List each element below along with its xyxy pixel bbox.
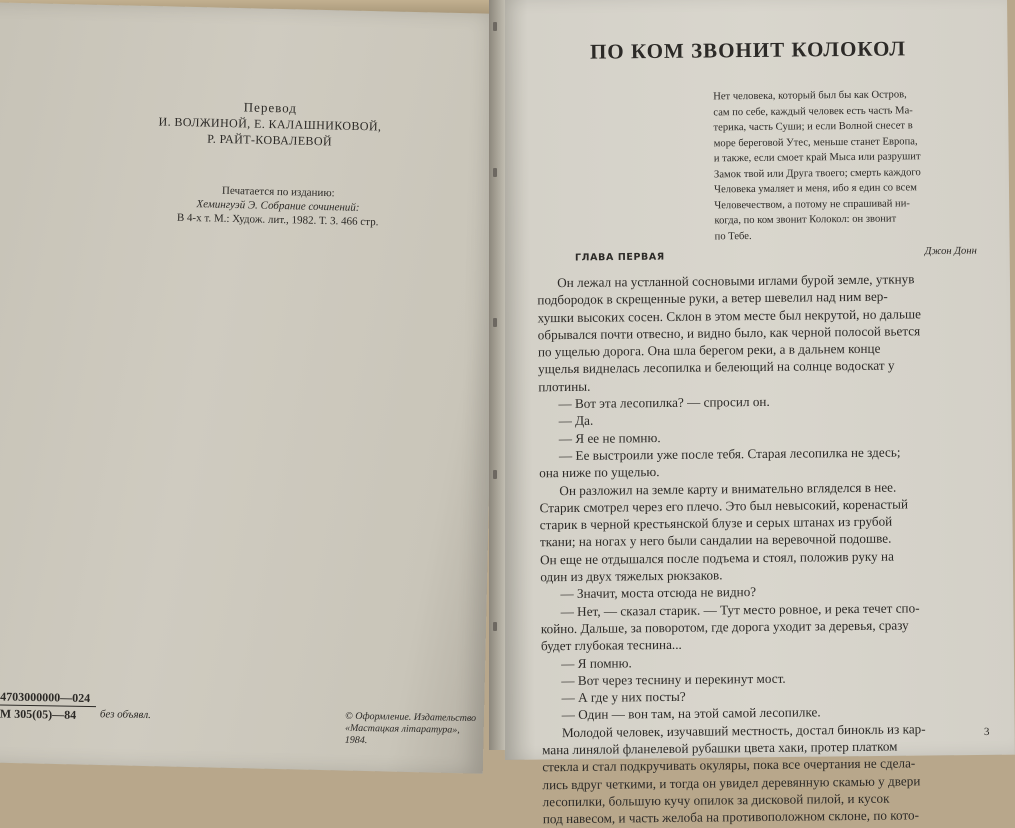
text-line: один из двух тяжелых рюкзаков.: [540, 567, 723, 585]
edition-source: Хемингуэй Э. Собрание сочинений:: [196, 198, 360, 214]
text-line: Он лежал на устланной сосновыми иглами бурой земле, уткнув: [557, 271, 915, 291]
epigraph-author: Джон Донн: [924, 245, 977, 258]
text-line: — Вот через теснину и перекинут мост.: [561, 670, 786, 688]
copyright-line-2: «Мастацкая лiтаратура»,: [344, 722, 460, 736]
text-line: будет глубокая теснина...: [540, 637, 682, 654]
text-line: подбородок в скрещенные руки, а ветер шевелил над ним вер-: [537, 288, 888, 308]
book-title: ПО КОМ ЗВОНИТ КОЛОКОЛ: [589, 36, 907, 64]
epigraph-text: [713, 87, 977, 245]
edition-note: [158, 182, 399, 229]
translator-names-line-1: И. ВОЛЖИНОЙ, Е. КАЛАШНИКОВОЙ,: [158, 114, 382, 134]
text-line: — Я помню.: [561, 654, 632, 671]
text-line: хушки высоких сосен. Склон в этом месте был некрутой, но дальше: [537, 305, 922, 325]
epigraph-line: Замок твой или Друга твоего; смерть каждого: [713, 166, 921, 180]
book-gutter: [489, 0, 505, 750]
text-line: Он еще не отдышался после подъема и стоял, положив руку на: [540, 548, 894, 568]
text-line: — Вот эта лесопилка? — спросил он.: [558, 393, 770, 412]
text-line: — А где у них посты?: [561, 688, 686, 706]
text-line: — Да.: [558, 413, 594, 429]
catalog-code-2: М 305(05)—84: [0, 706, 77, 722]
credits-heading: Перевод: [243, 99, 298, 116]
translation-credits: [134, 97, 405, 151]
text-line: ущелья виднелась лесопилка и белеющий на солнце водоскат у: [538, 358, 895, 377]
text-line: — Нет, — сказал старик. — Тут место ровное, и река течет спо-: [560, 599, 920, 619]
text-line: — Значит, моста отсюда не видно?: [560, 584, 757, 602]
page-number: 3: [983, 725, 990, 739]
copyright-notice: [345, 711, 496, 750]
epigraph-line: по Тебе.: [714, 230, 752, 242]
text-line: по ущелью дорога. Она шла берегом реки, а в дальнем конце: [537, 340, 881, 360]
catalog-notice: без объявл.: [99, 708, 152, 722]
edition-details: В 4-х т. М.: Худож. лит., 1982. Т. 3. 466 стр.: [176, 211, 379, 229]
catalog-codes: [0, 688, 175, 724]
text-line: обрывался почти отвесно, и видно было, как черной полосой вьется: [537, 323, 921, 343]
binding-stitch: [493, 622, 497, 631]
epigraph-line: Человечеством, а потому не спрашивай ни-: [714, 197, 910, 211]
text-line: она ниже по ущелью.: [539, 464, 660, 481]
copyright-line-1: © Оформление. Издательство: [345, 710, 477, 724]
text-line: под навесом, и часть желоба на противоположном склоне, по кото-: [542, 807, 920, 827]
binding-stitch: [493, 318, 497, 327]
catalog-code-1: 4703000000—024: [0, 688, 96, 707]
binding-stitch: [493, 22, 497, 31]
epigraph-line: когда, по ком звонит Колокол: он звонит: [714, 213, 897, 227]
epigraph-line: сам по себе, каждый человек есть часть Ма-: [713, 104, 913, 118]
text-line: мана линялой фланелевой рубашки цвета хаки, протер платком: [542, 738, 898, 758]
binding-stitch: [493, 168, 497, 177]
text-line: — Ее выстроили уже после тебя. Старая лесопилка не здесь;: [558, 444, 901, 464]
chapter-body-text: [537, 270, 983, 828]
text-line: Молодой человек, изучавший местность, достал бинокль из кар-: [561, 720, 926, 740]
epigraph-line: и также, если смоет край Мыса или разрушит: [713, 151, 921, 165]
edition-intro: Печатается по изданию:: [221, 184, 335, 200]
text-line: стекла и стал подкручивать окуляры, пока все очертания не сдела-: [542, 755, 916, 775]
text-line: плотины.: [538, 378, 591, 395]
text-line: лись вдруг четкими, и тогда он увидел деревянную скамью у двери: [542, 772, 921, 792]
epigraph-line: Нет человека, который был бы как Остров,: [713, 89, 907, 103]
text-line: старик в черной крестьянской блузе и серых штанах из грубой: [539, 513, 893, 533]
text-line: ткани; на ногах у него были сандалии на веревочной подошве.: [539, 531, 892, 550]
text-line: лесопилки, большую кучу опилок за дисковой пилой, и кусок: [542, 790, 890, 810]
chapter-heading: ГЛАВА ПЕРВАЯ: [574, 251, 665, 264]
epigraph-line: Человека умаляет и меня, ибо я един со всем: [714, 182, 917, 196]
text-line: — Я ее не помню.: [558, 429, 661, 446]
copyright-line-3: 1984.: [344, 734, 368, 747]
epigraph-line: терика, часть Суши; и если Волной снесет в: [713, 120, 913, 134]
binding-stitch: [493, 470, 497, 479]
text-line: Он разложил на земле карту и внимательно вгляделся в нее.: [559, 479, 897, 498]
text-line: — Один — вон там, на этой самой лесопилке.: [561, 704, 821, 723]
translator-names-line-2: Р. РАЙТ-КОВАЛЕВОЙ: [207, 131, 333, 149]
epigraph: [713, 87, 977, 262]
epigraph-line: море береговой Утес, меньше станет Европа,: [713, 135, 918, 149]
text-line: Старик смотрел через его плечо. Это был невысокий, коренастый: [539, 496, 909, 516]
text-line: койно. Дальше, за поворотом, где дорога уходит за деревья, сразу: [540, 617, 909, 637]
